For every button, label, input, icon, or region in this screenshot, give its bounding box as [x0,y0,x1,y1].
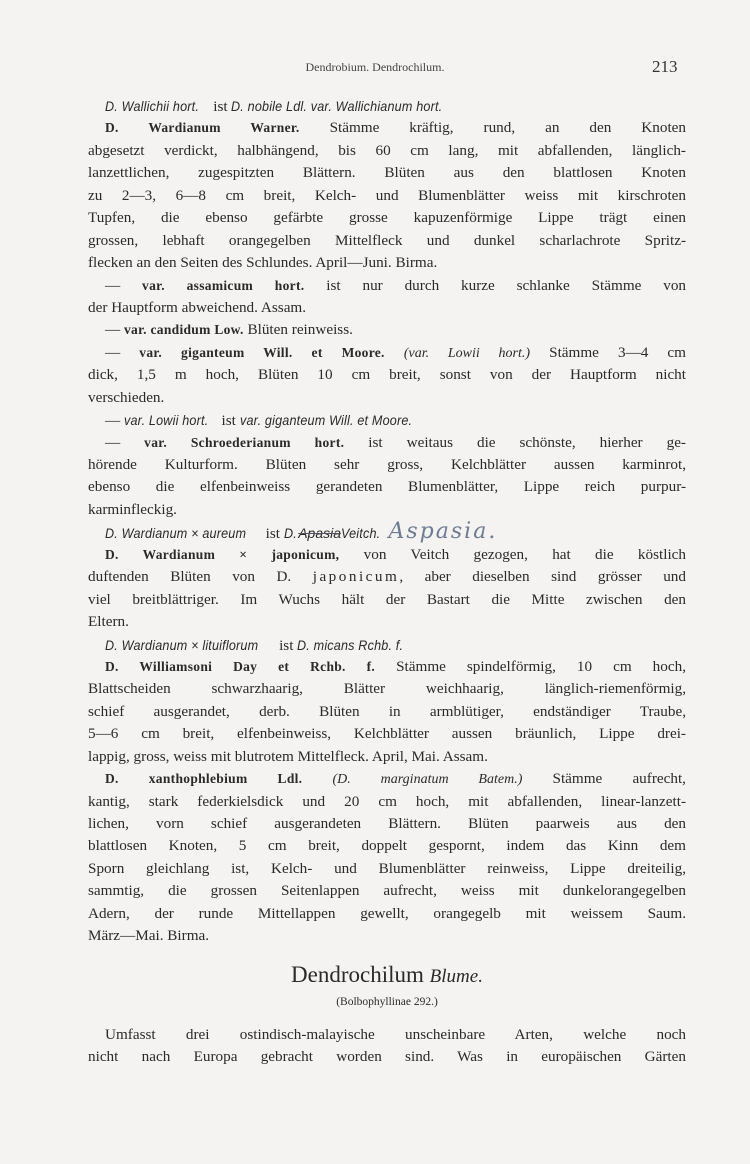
text-line [88,454,686,476]
text-segment: D. nobile Ldl. var. Wallichianum hort. [231,98,443,114]
text-segment: Umfasst drei ostindisch-malayische unscheinbare Arten, welche noch [105,1025,686,1043]
text-segment: D. Williamsoni Day et Rchb. f. [105,658,376,674]
text-line [88,656,686,678]
text-segment: ebenso die elfenbeinweiss gerandeten Blumenblätter, Lippe reich purpur- [88,478,686,496]
text-segment: März—Mai. Birma. [88,927,210,945]
text-line [88,835,686,857]
text-segment: duftenden Blüten von D. [88,568,313,586]
text-line [88,701,686,723]
text-segment: Eltern. [88,613,129,631]
text-line [88,319,686,341]
text-segment: Veitch. [341,525,381,542]
text-segment: 5—6 cm breit, elfenbeinweiss, Kelchblätter aussen bräunlich, Lippe drei- [88,725,686,743]
text-line [88,185,686,207]
text-line [88,544,686,566]
text-line [88,207,686,229]
text-line [88,566,686,588]
text-line [88,432,686,454]
text-segment: verschieden. [88,388,165,406]
text-line [88,1046,686,1068]
text-segment [385,344,404,361]
text-line [88,140,686,162]
text-segment: — [105,321,124,339]
text-segment: Stämme spindelförmig, 10 cm hoch, [375,657,686,675]
text-line [88,925,686,947]
text-line [88,634,686,656]
text-line [88,858,686,880]
text-segment: viel breitblättriger. Im Wuchs hält der Bastart die Mitte zwischen den [88,590,686,608]
struck-text: Apasia [298,525,342,542]
text-segment: var. giganteum Will. et Moore. [139,344,385,360]
text-line [88,230,686,252]
text-segment: ist [209,98,232,115]
text-segment: var. Lowii hort. [123,412,209,429]
page-number: 213 [652,57,678,76]
text-line [88,813,686,835]
section-title: Dendrochilum [291,961,424,987]
page-body [88,95,686,1069]
text-line [88,499,686,521]
text-segment: sammtig, die grossen Seitenlappen aufrecht, weiss mit dunkelorangegelben [88,882,686,900]
text-line [88,387,686,409]
text-segment: dick, 1,5 m hoch, Blüten 10 cm breit, sonst von der Hauptform nicht [88,366,686,384]
text-segment: ist [275,636,298,654]
text-line [88,275,686,297]
text-line [88,95,686,117]
text-segment: Blüten reinweiss. [243,321,353,339]
text-segment: D. xanthophlebium Ldl. [105,771,303,787]
text-line [88,723,686,745]
text-segment: kantig, stark federkielsdick und 20 cm hoch, mit abfallenden, linear-lanzett- [88,792,686,810]
text-segment: D. [283,525,297,542]
text-line [88,903,686,925]
text-segment: — [105,276,143,294]
text-segment: — [105,433,145,451]
text-line [88,611,686,633]
dendrobium-entries [88,95,686,948]
text-segment: lanzettlichen, zugespitzten Blättern. Blüten aus den blattlosen Knoten [88,164,686,182]
text-segment: nicht nach Europa gebracht worden sind. Was in europäischen Gärten [88,1048,686,1066]
text-segment: japonicum [312,568,400,586]
text-segment: lichen, vorn schief ausgerandeten Blättern. Blüten paarweis aus den [88,815,686,832]
text-segment: zu 2—3, 6—8 cm breit, Kelch- und Blumenblätter weiss mit kirschroten [88,186,686,204]
text-segment: flecken an den Seiten des Schlundes. April—Juni. Birma. [88,254,438,272]
text-segment: ist [217,412,240,430]
text-segment: var. candidum Low. [123,322,244,338]
text-segment: blattlosen Knoten, 5 cm breit, doppelt gespornt, indem das Kinn dem [88,837,686,855]
text-segment: var. assamicum hort. [142,277,305,293]
section-author: Blume. [429,965,483,987]
text-line [88,589,686,611]
text-segment: der Hauptform abweichend. Assam. [88,298,307,316]
text-segment: D. Wardianum × aureum [105,525,247,542]
text-segment: ist [261,525,284,543]
text-line [88,678,686,700]
text-segment: grossen, lebhaft orangegelben Mittelfleck und dunkel scharlachrote Spritz- [88,231,686,249]
text-segment: D. Wardianum Warner. [105,120,300,136]
text-segment: Stämme 3—4 cm [530,343,686,361]
text-segment: Sporn gleichlang ist, Kelch- und Blumenblätter reinweiss, Lippe dreiteilig, [88,859,686,877]
section-text [88,1024,686,1069]
text-segment: abgesetzt verdickt, halbhängend, bis 60 cm lang, mit abfallenden, länglich- [88,141,686,159]
text-segment: Tupfen, die ebenso gefärbte grosse kapuzenförmige Lippe trägt einen [88,209,686,227]
text-segment: var. Schroederianum hort. [144,434,345,450]
text-segment: Stämme kräftig, rund, an den Knoten [299,119,687,137]
text-segment: — [105,343,140,361]
text-line [88,880,686,902]
text-line [88,364,686,386]
text-segment: schief ausgerandet, derb. Blüten in armblütiger, endständiger Traube, [88,702,686,720]
text-line [88,768,686,790]
text-line [88,252,686,274]
text-segment: (D. marginatum Batem.) [332,772,523,788]
text-segment: var. giganteum Will. et Moore. [239,412,412,429]
text-line [88,1024,686,1046]
text-line [88,791,686,813]
text-segment: Adern, der runde Mittellappen gewellt, orangegelb mit weissem Saum. [88,904,686,922]
text-segment: lappig, gross, weiss mit blutrotem Mittelfleck. April, Mai. Assam. [88,747,488,765]
text-segment: D. micans Rchb. f. [297,636,404,653]
handwritten-annotation: Aspasia. [388,519,498,545]
text-segment: (var. Lowii hort.) [403,345,531,361]
text-line [88,342,686,364]
text-line [88,746,686,768]
text-line [88,117,686,139]
text-segment: ist nur durch kurze schlanke Stämme von [304,276,687,294]
text-segment: von Veitch gezogen, hat die köstlich [339,545,686,563]
text-segment: D. Wallichii hort. [105,98,200,114]
text-segment: D. Wardianum × japonicum, [105,546,340,562]
text-line [88,162,686,184]
text-line [88,297,686,319]
text-segment: Stämme aufrecht, [522,770,686,788]
text-segment: — [105,412,124,430]
text-segment: hörende Kulturform. Blüten sehr gross, Kelchblätter aussen karminrot, [88,456,686,473]
text-segment: Blattscheiden schwarzhaarig, Blätter weichhaarig, länglich-riemenförmig, [88,680,686,698]
text-line [88,521,686,543]
text-segment: , aber dieselben sind grösser und [399,568,686,586]
section-heading [88,958,686,992]
section-subtitle: (Bolbophyllinae 292.) [336,995,438,1008]
running-header: Dendrobium. Dendrochilum. [305,60,445,74]
text-segment: ist weitaus die schönste, hierher ge- [344,433,686,451]
text-line [88,476,686,498]
text-segment: karminfleckig. [88,500,177,518]
text-line [88,409,686,431]
text-segment [302,770,332,787]
text-segment: D. Wardianum × lituiflorum [105,636,259,653]
